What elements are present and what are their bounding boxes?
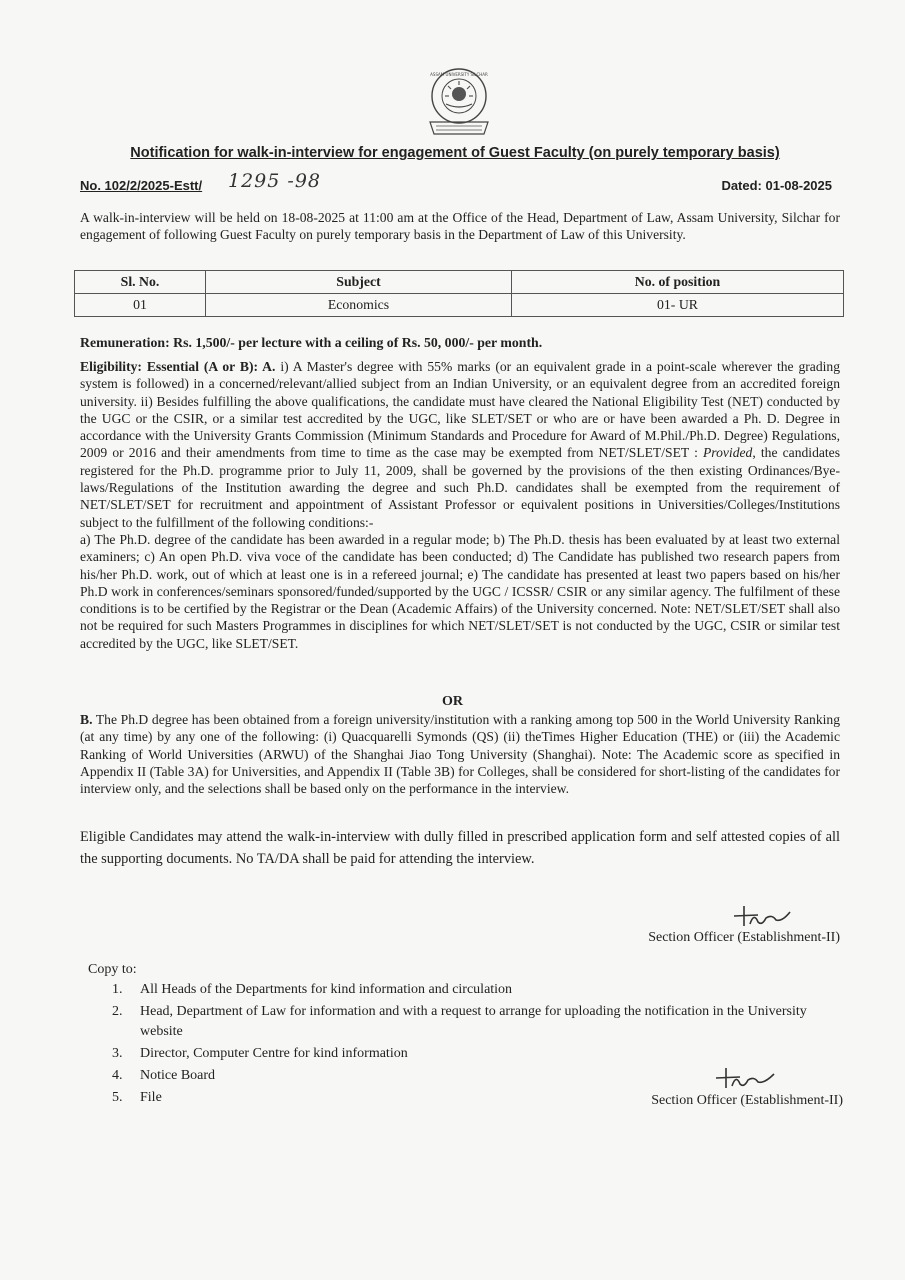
eligibility-b-text: The Ph.D degree has been obtained from a foreign university/institution with a ranking among top 500 in the World University Ranking (at any time) by any one of the following: (i) Quacquarelli Symonds (QS) (ii) theTimes Higher Education (THE) or (iii) the Academic Ranking of World Universities (ARWU) of the Shanghai Jiao Tong University (Shanghai). Note: The Academic score as specified in Appendix II (Table 3A) for Universities, and Appendix II (Table 3B) for Colleges, shall be considered for short-listing of the candidates for interview only, and the selections shall be based only on the performance in the interview.: [80, 712, 840, 797]
signature-1: [728, 900, 794, 932]
table-header-row: [75, 271, 844, 294]
handwritten-reference: 1295 -98: [228, 170, 321, 192]
list-item: [112, 1002, 847, 1042]
list-number: 1.: [112, 982, 123, 997]
eligibility-part2: , the candidates registered for the Ph.D. programme prior to July 11, 2009, shall be governed by the provisions of the then existing Ordinances/Bye-laws/Regulations of the Institution awarding the degree and such Ph.D. candidates shall be exempted from the requirement of NET/SLET/SET for recruitment and appointment of Assistant Professor or equivalent positions in Universities/Colleges/Institutions subject to the fulfillment of the following conditions:-: [80, 445, 840, 530]
notification-title: Notification for walk-in-interview for engagement of Guest Faculty (on purely temporary basis): [130, 145, 780, 161]
eligibility-b-label: B.: [80, 712, 93, 727]
signature-2: [712, 1064, 778, 1094]
section-officer-signatory-2: Section Officer (Establishment-II): [651, 1093, 843, 1108]
list-text: Head, Department of Law for information and with a request to arrange for uploading the notification in the University website: [140, 1004, 807, 1039]
university-seal-logo: [424, 64, 494, 138]
column-header-subject: Subject: [206, 271, 512, 294]
list-text: File: [140, 1090, 162, 1105]
section-officer-signatory: Section Officer (Establishment-II): [648, 930, 840, 945]
remuneration: Remuneration: Rs. 1,500/- per lecture with a ceiling of Rs. 50, 000/- per month.: [80, 335, 543, 350]
eligibility-a-paragraph: [80, 358, 840, 652]
list-item: [112, 980, 847, 1000]
copy-to-label: Copy to:: [88, 962, 137, 977]
intro-paragraph: A walk-in-interview will be held on 18-08-2025 at 11:00 am at the Office of the Head, Department of Law, Assam University, Silchar for engagement of following Guest Faculty on purely temporary basis in the Department of Law of this University.: [80, 210, 840, 243]
reference-number: No. 102/2/2025-Estt/: [80, 178, 203, 193]
list-text: Director, Computer Centre for kind information: [140, 1046, 408, 1061]
list-number: 2.: [112, 1004, 123, 1019]
cell-positions: 01- UR: [512, 294, 844, 317]
list-item: [112, 1044, 847, 1064]
eligibility-part1: i) A Master's degree with 55% marks (or an equivalent grade in a point-scale wherever the grading system is followed) in a concerned/relevant/allied subject from an Indian University, or an equivalent degree from an accredited foreign university. ii) Besides fulfilling the above qualifications, the candidate must have cleared the National Eligibility Test (NET) conducted by the UGC or the CSIR, or a similar test accredited by the UGC, like SLET/SET or who are or have been awarded a Ph. D. Degree in accordance with the University Grants Commission (Minimum Standards and Procedure for Award of M.Phil./Ph.D. Degree) Regulations, 2009 or 2016 and their amendments from time to time as the case may be exempted from NET/SLET/SET :: [80, 359, 840, 461]
column-header-sl-no: Sl. No.: [75, 271, 206, 294]
list-text: All Heads of the Departments for kind information and circulation: [140, 982, 513, 997]
table-row: [75, 294, 844, 317]
list-text: Notice Board: [140, 1068, 216, 1083]
notification-date: Dated: 01-08-2025: [721, 178, 832, 193]
seal-text: ASSAM UNIVERSITY SILCHAR: [430, 72, 488, 77]
or-separator: OR: [442, 694, 463, 709]
reference-line: [80, 170, 832, 196]
closing-paragraph: Eligible Candidates may attend the walk-in-interview with dully filled in prescribed application form and self attested copies of all the supporting documents. No TA/DA shall be paid for attending the interview.: [80, 829, 840, 867]
positions-table: [74, 270, 844, 317]
eligibility-heading: Eligibility: Essential (A or B): A.: [80, 359, 281, 374]
list-number: 5.: [112, 1090, 123, 1105]
cell-sl-no: 01: [75, 294, 206, 317]
list-number: 4.: [112, 1068, 123, 1083]
cell-subject: Economics: [206, 294, 512, 317]
column-header-positions: No. of position: [512, 271, 844, 294]
provided-word: Provided: [703, 445, 753, 461]
eligibility-conditions: a) The Ph.D. degree of the candidate has been awarded in a regular mode; b) The Ph.D. thesis has been evaluated by at least two external examiners; c) An open Ph.D. viva voce of the candidate has been conducted; d) The Candidate has published two research papers from his/her Ph.D. work, out of which at least one is in a refereed journal; e) The candidate has presented at least two papers based on his/her Ph.D work in conferences/seminars sponsored/funded/supported by the UGC / ICSSR/ CSIR or any similar agency. The fulfilment of these conditions is to be certified by the Registrar or the Dean (Academic Affairs) of the University concerned. Note: NET/SLET/SET shall also not be required for such Masters Programmes in disciplines for which NET/SLET/SET is not conducted by the UGC, CSIR or similar test accredited by the UGC, like SLET/SET.: [80, 531, 840, 651]
eligibility-b-paragraph: [80, 711, 840, 797]
list-number: 3.: [112, 1046, 123, 1061]
